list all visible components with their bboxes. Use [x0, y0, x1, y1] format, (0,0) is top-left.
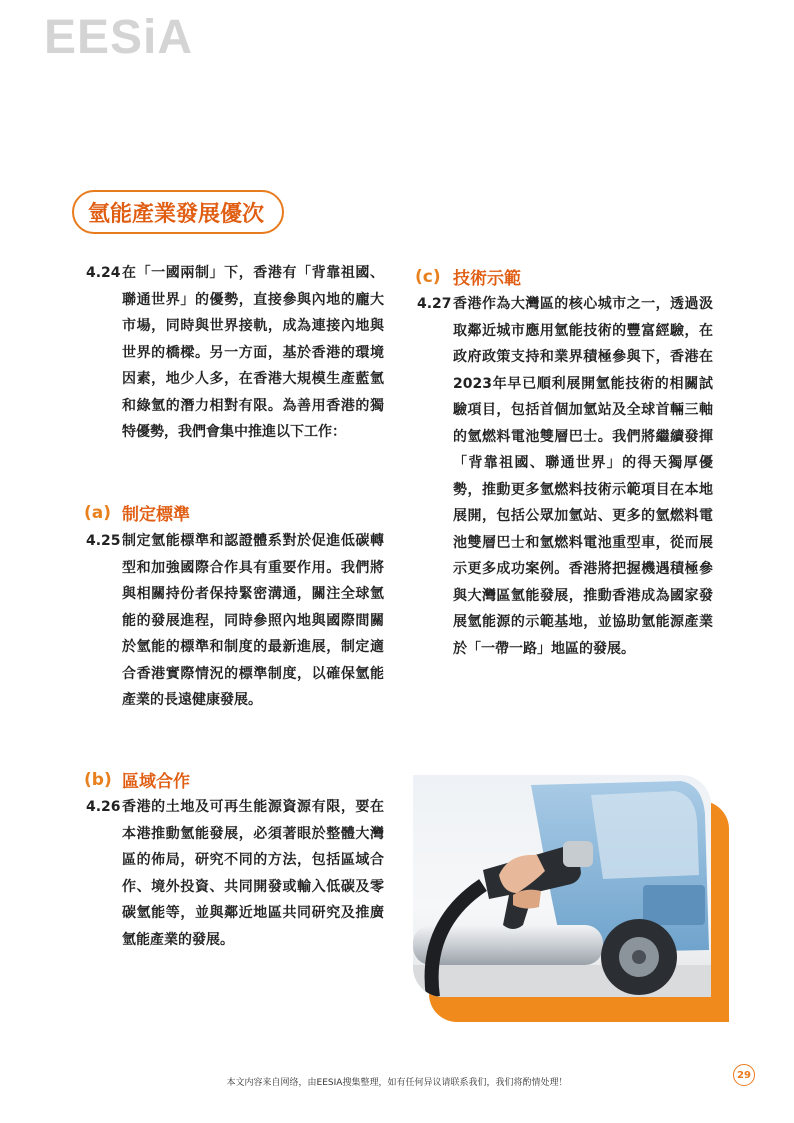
subheading-title: 制定標準: [122, 505, 190, 525]
subheading-title: 技術示範: [453, 269, 521, 289]
paragraph-number: 4.25: [86, 533, 121, 549]
paragraph-number: 4.27: [417, 296, 452, 312]
hydrogen-truck-photo: [413, 775, 711, 997]
subheading-letter: (c): [415, 266, 441, 287]
photo-figure: [413, 775, 729, 1022]
paragraph-number: 4.24: [86, 265, 121, 281]
paragraph-text: 制定氫能標準和認證體系對於促進低碳轉型和加強國際合作具有重要作用。我們將與相關持份者保持緊密溝通，關注全球氫能的發展進程，同時參照內地與國際間關於氫能的標準和制度的最新進展，制定適合香港實際情況的標準制度，以確保氫能產業的長遠健康發展。: [122, 533, 384, 708]
paragraph-text: 香港作為大灣區的核心城市之一，透過汲取鄰近城市應用氫能技術的豐富經驗，在政府政策支持和業界積極參與下，香港在2023年早已順利展開氫能技術的相關試驗項目，包括首個加氫站及全球首輛三軸的氫燃料電池雙層巴士。我們將繼續發揮「背靠祖國、聯通世界」的得天獨厚優勢，推動更多氫燃料技術示範項目在本地展開，包括公眾加氫站、更多的氫燃料電池雙層巴士和氫燃料電池重型車，從而展示更多成功案例。香港將把握機遇積極參與大灣區氫能發展，推動香港成為國家發展氫能源的示範基地，並協助氫能源產業於「一帶一路」地區的發展。: [453, 296, 713, 657]
subheading-c: [415, 264, 521, 289]
paragraph-4-26: [86, 794, 384, 953]
paragraph-4-27: [417, 291, 713, 662]
footer-note: 本文内容来自网络，由EESIA搜集整理，如有任何异议请联系我们，我们将酌情处理！: [226, 1078, 568, 1088]
subheading-letter: (b): [84, 769, 112, 790]
subheading-title: 區域合作: [122, 772, 190, 792]
subheading-b: [84, 767, 190, 792]
paragraph-text: 香港的土地及可再生能源資源有限，要在本港推動氫能發展，必須著眼於整體大灣區的佈局，研究不同的方法，包括區域合作、境外投資、共同開發或輸入低碳及零碳氫能等，並與鄰近地區共同研究及推廣氫能產業的發展。: [122, 799, 384, 948]
section-title: 氫能產業發展優次: [72, 190, 284, 234]
eesia-logo: EESiA: [44, 11, 194, 64]
paragraph-4-24: [86, 260, 384, 446]
page-number: 29: [733, 1064, 755, 1086]
subheading-a: [84, 500, 190, 525]
truck-illustration: [413, 775, 711, 997]
paragraph-text: 在「一國兩制」下，香港有「背靠祖國、聯通世界」的優勢，直接參與內地的龐大市場，同時與世界接軌，成為連接內地與世界的橋樑。另一方面，基於香港的環境因素，地少人多，在香港大規模生產藍氫和綠氫的潛力相對有限。為善用香港的獨特優勢，我們會集中推進以下工作：: [122, 265, 384, 440]
paragraph-number: 4.26: [86, 799, 121, 815]
subheading-letter: (a): [84, 502, 112, 523]
paragraph-4-25: [86, 528, 384, 714]
